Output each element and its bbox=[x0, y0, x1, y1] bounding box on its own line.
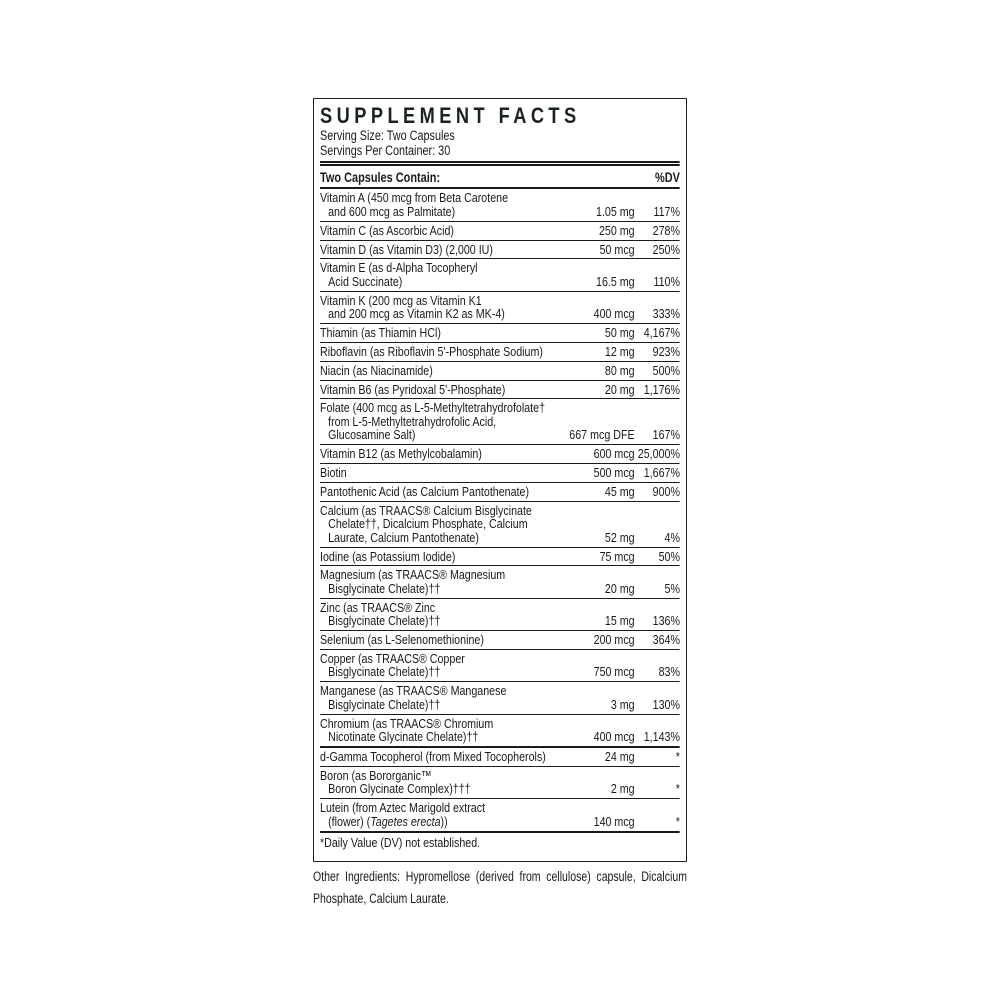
nutrient-row bbox=[320, 799, 680, 832]
nutrient-row bbox=[320, 324, 680, 343]
nutrient-name: Niacin (as Niacinamide) bbox=[320, 362, 433, 378]
nutrient-dv: 167% bbox=[652, 427, 680, 443]
nutrient-row bbox=[320, 566, 680, 598]
nutrient-name: Vitamin C (as Ascorbic Acid) bbox=[320, 222, 454, 238]
nutrient-amount: 12 mg bbox=[604, 343, 635, 359]
nutrient-name-line: Zinc (as TRAACS® Zinc bbox=[320, 599, 436, 615]
column-header-dv: %DV bbox=[655, 169, 680, 185]
nutrient-amount: 400 mcg bbox=[593, 729, 635, 745]
nutrient-dv: 1,143% bbox=[643, 729, 680, 745]
nutrient-row bbox=[320, 483, 680, 502]
nutrient-row bbox=[320, 767, 680, 799]
nutrient-name-line: Chelate††, Dicalcium Phosphate, Calcium bbox=[328, 516, 528, 532]
nutrient-row bbox=[320, 259, 680, 291]
nutrient-dv: 900% bbox=[652, 483, 680, 499]
nutrient-dv: 278% bbox=[652, 222, 680, 238]
nutrient-row bbox=[320, 682, 680, 714]
nutrient-name-line: Vitamin A (450 mcg from Beta Carotene bbox=[320, 190, 509, 206]
nutrient-name-line: Vitamin K (200 mcg as Vitamin K1 bbox=[320, 292, 482, 308]
nutrient-row bbox=[320, 599, 680, 631]
nutrient-dv: 110% bbox=[653, 274, 680, 290]
nutrient-name: Laurate, Calcium Pantothenate) bbox=[328, 529, 479, 545]
nutrient-row bbox=[320, 631, 680, 650]
supplement-facts-panel bbox=[313, 98, 687, 862]
nutrient-name: d-Gamma Tocopherol (from Mixed Tocopherols) bbox=[320, 749, 546, 765]
nutrient-dv: 117% bbox=[653, 204, 680, 220]
nutrient-row bbox=[320, 381, 680, 400]
other-ingredients-text: Other Ingredients: Hypromellose (derived from cellulose) capsule, Dicalcium Phosphate, Calcium Laurate. bbox=[313, 869, 687, 906]
column-header-contains: Two Capsules Contain: bbox=[320, 169, 441, 185]
nutrient-amount: 50 mg bbox=[604, 325, 635, 341]
nutrient-name: Bisglycinate Chelate)†† bbox=[328, 580, 441, 596]
nutrient-name: Boron Glycinate Complex)††† bbox=[328, 781, 471, 797]
nutrient-dv: 4% bbox=[664, 529, 680, 545]
nutrient-name: Bisglycinate Chelate)†† bbox=[328, 696, 441, 712]
nutrient-row bbox=[320, 241, 680, 260]
table-header bbox=[320, 166, 680, 189]
nutrient-amount: 400 mcg bbox=[593, 306, 635, 322]
nutrient-amount: 75 mcg bbox=[599, 548, 635, 564]
nutrient-amount: 140 mcg bbox=[593, 813, 635, 829]
nutrient-amount: 20 mg bbox=[604, 381, 635, 397]
nutrient-row bbox=[320, 292, 680, 324]
nutrient-dv: 83% bbox=[658, 664, 680, 680]
nutrient-dv: * bbox=[675, 813, 680, 829]
panel-title: SUPPLEMENT FACTS bbox=[320, 103, 581, 128]
nutrient-amount: 52 mg bbox=[604, 529, 635, 545]
nutrient-dv: 50% bbox=[658, 548, 680, 564]
nutrient-amount: 500 mcg bbox=[593, 465, 635, 481]
nutrient-dv: 364% bbox=[652, 632, 680, 648]
nutrient-dv: 136% bbox=[652, 613, 680, 629]
nutrient-name: Iodine (as Potassium Iodide) bbox=[320, 548, 456, 564]
serving-size: Serving Size: Two Capsules bbox=[320, 128, 455, 143]
nutrient-dv: 5% bbox=[664, 580, 680, 596]
nutrient-dv: 250% bbox=[652, 241, 680, 257]
nutrient-dv: * bbox=[675, 781, 680, 797]
nutrient-name: Nicotinate Glycinate Chelate)†† bbox=[328, 729, 479, 745]
nutrient-name-line: Magnesium (as TRAACS® Magnesium bbox=[320, 567, 506, 583]
nutrient-name: Bisglycinate Chelate)†† bbox=[328, 664, 441, 680]
nutrient-amount: 2 mg bbox=[610, 781, 635, 797]
nutrient-amount: 45 mg bbox=[604, 483, 635, 499]
nutrient-dv: 4,167% bbox=[643, 325, 680, 341]
nutrient-name-line: Folate (400 mcg as L-5-Methyltetrahydrofolate† bbox=[320, 400, 546, 416]
nutrient-name: Biotin bbox=[320, 465, 347, 481]
nutrient-name-line: Manganese (as TRAACS® Manganese bbox=[320, 683, 507, 699]
nutrient-dv: 1,667% bbox=[643, 465, 680, 481]
nutrient-dv: 130% bbox=[652, 696, 680, 712]
nutrient-name: and 200 mcg as Vitamin K2 as MK-4) bbox=[328, 306, 505, 322]
nutrient-row bbox=[320, 748, 680, 767]
nutrient-dv: 333% bbox=[652, 306, 680, 322]
nutrient-name: Vitamin D (as Vitamin D3) (2,000 IU) bbox=[320, 241, 493, 257]
nutrient-name: (flower) (Tagetes erecta)) bbox=[328, 813, 448, 829]
nutrient-dv: 500% bbox=[652, 362, 680, 378]
nutrient-name-line: Lutein (from Aztec Marigold extract bbox=[320, 800, 486, 816]
nutrient-name-line: Chromium (as TRAACS® Chromium bbox=[320, 715, 494, 731]
nutrient-name-line: Calcium (as TRAACS® Calcium Bisglycinate bbox=[320, 502, 532, 518]
nutrient-row bbox=[320, 222, 680, 241]
nutrient-name: Thiamin (as Thiamin HCl) bbox=[320, 325, 441, 341]
nutrient-dv: 1,176% bbox=[643, 381, 680, 397]
nutrient-amount: 1.05 mg bbox=[596, 204, 635, 220]
nutrient-row bbox=[320, 715, 680, 748]
nutrient-name: Pantothenic Acid (as Calcium Pantothenate) bbox=[320, 483, 530, 499]
nutrient-row bbox=[320, 399, 680, 445]
nutrient-name: Vitamin B12 (as Methylcobalamin) bbox=[320, 446, 482, 462]
dv-footnote: *Daily Value (DV) not established. bbox=[320, 835, 481, 851]
nutrient-amount: 15 mg bbox=[604, 613, 635, 629]
nutrient-rows-no-dv bbox=[320, 748, 680, 833]
nutrient-amount: 667 mcg DFE bbox=[569, 427, 635, 443]
nutrient-amount: 250 mg bbox=[598, 222, 635, 238]
nutrient-dv: 923% bbox=[652, 343, 680, 359]
nutrient-amount: 600 mcg bbox=[593, 446, 635, 462]
nutrient-amount: 24 mg bbox=[604, 749, 635, 765]
nutrient-name: Glucosamine Salt) bbox=[328, 427, 416, 443]
nutrient-dv: 25,000% bbox=[637, 446, 680, 462]
nutrient-name-line: Boron (as Bororganic™ bbox=[320, 767, 432, 783]
nutrient-name: Vitamin B6 (as Pyridoxal 5'-Phosphate) bbox=[320, 381, 506, 397]
nutrient-name: and 600 mcg as Palmitate) bbox=[328, 204, 456, 220]
other-ingredients bbox=[313, 866, 687, 909]
nutrient-name: Selenium (as L-Selenomethionine) bbox=[320, 632, 484, 648]
nutrient-name: Riboflavin (as Riboflavin 5'-Phosphate Sodium) bbox=[320, 343, 543, 359]
nutrient-name-line: Copper (as TRAACS® Copper bbox=[320, 650, 465, 666]
nutrient-row bbox=[320, 464, 680, 483]
nutrient-name-line: from L-5-Methyltetrahydrofolic Acid, bbox=[328, 413, 497, 429]
nutrient-rows-main bbox=[320, 189, 680, 748]
nutrient-amount: 750 mcg bbox=[593, 664, 635, 680]
nutrient-amount: 200 mcg bbox=[593, 632, 635, 648]
nutrient-amount: 50 mcg bbox=[599, 241, 635, 257]
servings-per-container: Servings Per Container: 30 bbox=[320, 143, 451, 158]
nutrient-row bbox=[320, 362, 680, 381]
nutrient-row bbox=[320, 502, 680, 548]
nutrient-row bbox=[320, 445, 680, 464]
nutrient-row bbox=[320, 650, 680, 682]
nutrient-amount: 80 mg bbox=[604, 362, 635, 378]
nutrient-name-line: Vitamin E (as d-Alpha Tocopheryl bbox=[320, 260, 478, 276]
nutrient-row bbox=[320, 189, 680, 221]
nutrient-amount: 20 mg bbox=[604, 580, 635, 596]
nutrient-amount: 3 mg bbox=[610, 696, 635, 712]
nutrient-amount: 16.5 mg bbox=[596, 274, 635, 290]
nutrient-name: Acid Succinate) bbox=[328, 274, 403, 290]
nutrient-name: Bisglycinate Chelate)†† bbox=[328, 613, 441, 629]
nutrient-row bbox=[320, 548, 680, 567]
nutrient-row bbox=[320, 343, 680, 362]
nutrient-dv: * bbox=[675, 749, 680, 765]
panel-content bbox=[320, 102, 680, 854]
